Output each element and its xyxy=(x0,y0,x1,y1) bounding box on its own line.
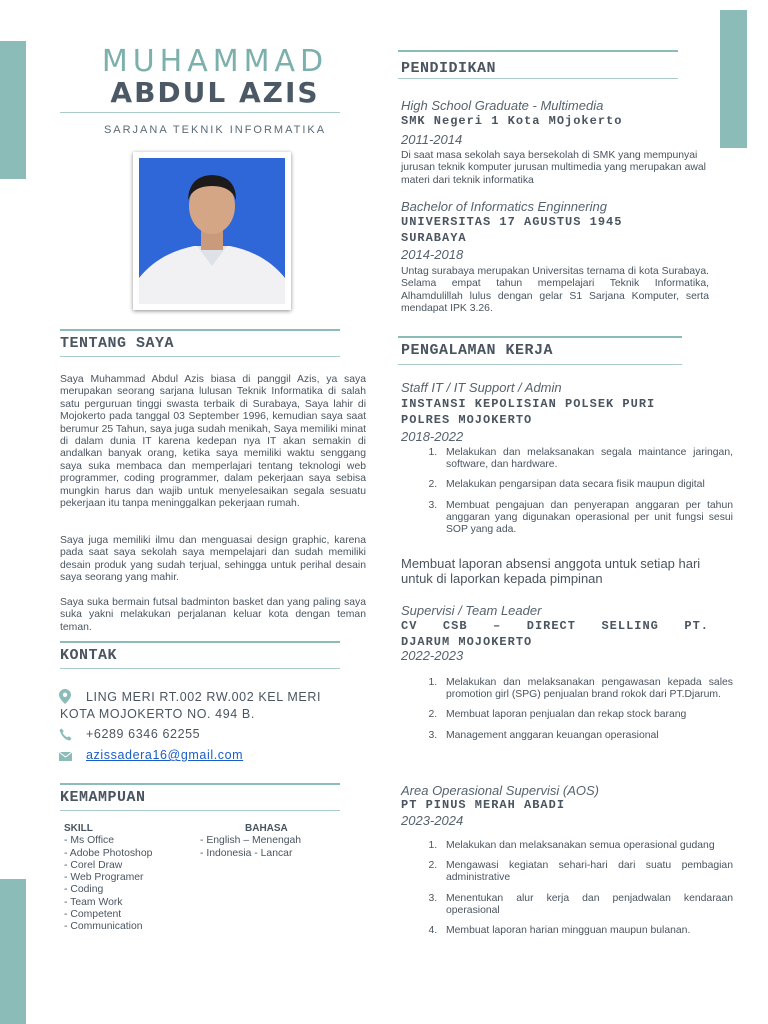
phone-icon xyxy=(59,728,72,741)
skill-label: SKILL xyxy=(64,823,93,834)
language-column xyxy=(200,823,301,860)
skill-item: - Team Work xyxy=(64,896,123,908)
skill-item: - Adobe Photoshop xyxy=(64,847,153,859)
skill-item: - Competent xyxy=(64,909,122,921)
left-bottom-accent-bar xyxy=(0,879,26,1024)
job-organization-line: POLRES MOJOKERTO xyxy=(401,413,533,427)
skill-item: - Coding xyxy=(64,884,104,896)
about-paragraph-1: Saya Muhammad Abdul Azis biasa di panggil Azis, ya saya merupakan seorang sarjana lulusan Teknik Informatika di salah satu perguruan tinggi swasta terbaik di Surabaya, Saya lahir di Mojokerto pada tanggal 03 September 1996, kemudian saya saat berumur 25 Tahun, saya juga sudah menikah, Saya memiliki minat di dalam dunia IT karena kedepan nya IT akan semakin di andalkan banyak orang, ketika saya memiliki waktu senggang saya suka membaca dan memperlajari tentang teknologi web programmer, coding programmer, dalam pekerjaan saya sebisa mungkin harus dan wajib untuk menyelesaikan segala sesuatu pekerjaan itu tanpa meninggalkan pekerjaan rumah. xyxy=(60,374,366,510)
address-line-1: LING MERI RT.002 RW.002 KEL MERI xyxy=(86,690,322,704)
education-school-line: SURABAYA xyxy=(401,231,467,245)
skills-bottom-rule xyxy=(60,810,340,811)
job-role: Supervisi / Team Leader xyxy=(401,603,542,618)
job-duty: 3. Membuat pengajuan dan penyerapan anggaran per tahun anggaran yang digunakan operasional per unit fungsi sesui SOP yang ada. xyxy=(440,500,733,537)
about-paragraph-2: Saya juga memiliki ilmu dan menguasai design graphic, karena pada saat saya sekolah saya mempelajari dan sudah memiliki desain produk yang sudah terjual, sehingga untuk perihal desain saya seorang yang mahir. xyxy=(60,535,366,584)
job-organization-line: CV CSB – DIRECT SELLING PT. xyxy=(401,619,709,633)
skill-item: - Ms Office xyxy=(64,835,115,847)
job-duty: 2. Melakukan pengarsipan data secara fisik maupun digital xyxy=(440,479,733,491)
job-duty: 1. Melakukan dan melaksanakan segala maintance jaringan, software, dan hardware. xyxy=(440,447,733,471)
education-school xyxy=(401,214,622,246)
job-role: Area Operasional Supervisi (AOS) xyxy=(401,783,599,798)
about-top-rule xyxy=(60,329,340,331)
skills-top-rule xyxy=(60,783,340,785)
email-address[interactable] xyxy=(86,748,243,762)
education-bottom-rule xyxy=(398,78,678,79)
right-top-accent-bar xyxy=(720,10,747,148)
email-link[interactable]: azissadera16@gmail.com xyxy=(86,748,244,762)
job-duty: 2. Membuat laporan penjualan dan rekap stock barang xyxy=(440,709,733,721)
job-years: 2023-2024 xyxy=(401,813,464,828)
education-description: Di saat masa sekolah saya bersekolah di SMK yang mempunyai jurusan teknik komputer jurusan multimedia yang merupakan awal materi dari teknik informatika xyxy=(401,150,706,186)
location-pin-icon xyxy=(59,689,71,704)
skills-title: KEMAMPUAN xyxy=(60,789,146,806)
language-item: - Indonesia - Lancar xyxy=(200,847,293,859)
job-years: 2022-2023 xyxy=(401,648,464,663)
contact-bottom-rule xyxy=(60,668,340,669)
job-organization-line: INSTANSI KEPOLISIAN POLSEK PURI xyxy=(401,397,656,411)
language-label: BAHASA xyxy=(245,823,288,834)
email-envelope-icon xyxy=(59,752,72,761)
job-subtitle: SARJANA TEKNIK INFORMATIKA xyxy=(103,124,327,136)
contact-top-rule xyxy=(60,641,340,643)
education-school: SMK Negeri 1 Kota MOjokerto xyxy=(401,114,623,128)
profile-photo xyxy=(139,158,285,304)
address-line-2: KOTA MOJOKERTO NO. 494 B. xyxy=(60,707,255,721)
job-duty: 3. Menentukan alur kerja dan penjadwalan kendaraan operasional xyxy=(440,893,733,917)
job-duty: 1. Melakukan dan melaksanakan pengawasan kepada sales promotion girl (SPG) penjualan brand rokok dari PT.Djarum. xyxy=(440,677,733,701)
left-top-accent-bar xyxy=(0,41,26,179)
education-years: 2011-2014 xyxy=(401,132,463,147)
job-duties-list xyxy=(416,677,733,750)
education-top-rule xyxy=(398,50,678,52)
contact-title: KONTAK xyxy=(60,647,118,664)
last-name: ABDUL AZIS xyxy=(110,76,320,109)
first-name: MUHAMMAD xyxy=(101,44,329,79)
experience-bottom-rule xyxy=(398,364,682,365)
skill-item: - Corel Draw xyxy=(64,859,123,871)
about-bottom-rule xyxy=(60,356,340,357)
skill-column xyxy=(64,823,152,934)
job-years: 2018-2022 xyxy=(401,429,464,444)
education-years: 2014-2018 xyxy=(401,247,464,262)
job-organization xyxy=(401,396,655,428)
job-note: Membuat laporan absensi anggota untuk setiap hari untuk di laporkan kepada pimpinan xyxy=(401,556,701,586)
job-duty: 4. Membuat laporan harian mingguan maupun bulanan. xyxy=(440,925,733,937)
phone-number: +6289 6346 62255 xyxy=(86,727,201,741)
skill-item: - Web Programer xyxy=(64,872,144,884)
skill-item: - Communication xyxy=(64,921,143,933)
job-duty: 2. Mengawasi kegiatan sehari-hari dari suatu pembagian administrative xyxy=(440,860,733,884)
experience-title: PENGALAMAN KERJA xyxy=(401,342,554,359)
education-degree: Bachelor of Informatics Enginnering xyxy=(401,199,607,214)
job-duty: 1. Melakukan dan melaksanakan semua operasional gudang xyxy=(440,840,733,852)
job-role: Staff IT / IT Support / Admin xyxy=(401,380,562,395)
about-paragraph-3: Saya suka bermain futsal badminton basket dan yang paling saya suka yakni melakukan perjalanan keluar kota dengan teman teman. xyxy=(60,597,366,633)
profile-photo-frame xyxy=(133,152,291,310)
job-organization-line: DJARUM MOJOKERTO xyxy=(401,635,533,649)
experience-top-rule xyxy=(398,336,682,338)
language-item: - English – Menengah xyxy=(200,835,302,847)
job-duties-list xyxy=(416,840,733,945)
education-degree: High School Graduate - Multimedia xyxy=(401,98,604,113)
education-title: PENDIDIKAN xyxy=(401,60,497,77)
education-description: Untag surabaya merupakan Universitas ternama di kota Surabaya. Selama empat tahun mempelajari Teknik Informatika, Alhamdulillah lulus dengan gelar S1 Sarjana Komputer, serta mendapat IPK 3.26. xyxy=(401,266,709,315)
education-school-line: UNIVERSITAS 17 AGUSTUS 1945 xyxy=(401,215,623,229)
job-duty: 3. Management anggaran keuangan operasional xyxy=(440,730,733,742)
job-duties-list xyxy=(416,447,733,544)
person-silhouette-icon xyxy=(139,158,285,304)
job-organization: PT PINUS MERAH ABADI xyxy=(401,798,566,812)
job-organization xyxy=(401,618,709,650)
about-title: TENTANG SAYA xyxy=(60,335,175,352)
header-divider xyxy=(60,112,340,113)
